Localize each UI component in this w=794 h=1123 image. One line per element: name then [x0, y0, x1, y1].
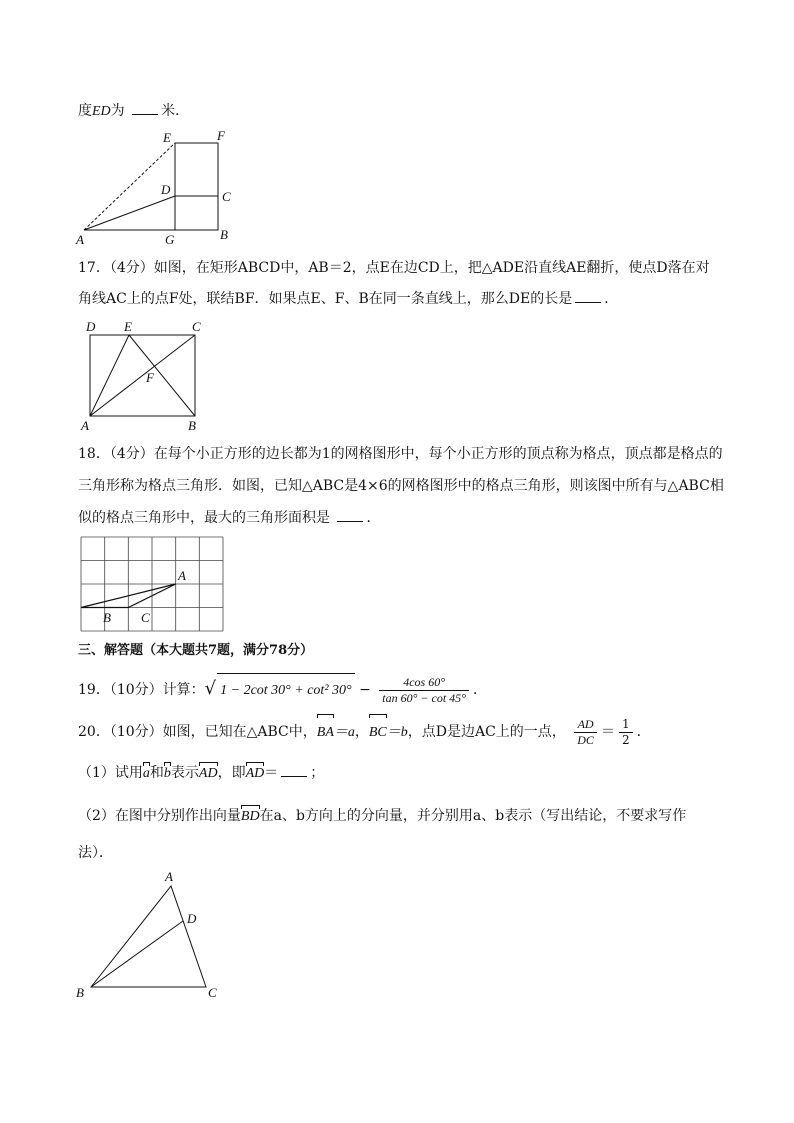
diagonal-ac [90, 335, 195, 416]
label-b: B [188, 418, 196, 433]
q19-fraction: $\frac{4\cos 60^\circ}{\tan 60^\circ - \cot 45^\circ}$ [379, 675, 469, 706]
q19-text: 19．（10分）计算：√ 1 − 2cot 30° + cot² 30° − $\frac{4\cos 60^\circ}{\tan 60^\circ - \cot 45^\circ}$ ． [78, 672, 487, 708]
answer-blank-18[interactable] [337, 508, 363, 522]
segment-bd [91, 921, 183, 987]
q20-part-2-line-2: 法）． [78, 845, 113, 861]
label-c: C [208, 985, 217, 1000]
label-c: C [141, 610, 150, 625]
label-g: G [165, 232, 175, 247]
section-3-heading: 三、解答题（本大题共7题，满分78分） [78, 643, 314, 658]
answer-blank-20-1[interactable] [281, 763, 307, 777]
label-c: C [222, 189, 231, 204]
q18-line-1: 18．（4分）在每个小正方形的边长都为1的网格图形中，每个小正方形的顶点称为格点，顶点都是格点的 [78, 446, 723, 462]
q20-text: 20．（10分）如图，已知在△ABC中，BA＝a，BC＝b，点D是边AC上的一点， $\frac{AD}{DC}$ ＝ $\frac{1}{2}$ ． [78, 715, 651, 750]
label-e: E [163, 130, 171, 145]
triangle-abc [91, 886, 206, 987]
label-f: F [146, 370, 154, 385]
rect-efbg [175, 143, 218, 230]
q20-part-2-line-1: （2）在图中分别作出向量BD在a、b方向上的分向量，并分别用a、b表示（写出结论，不要求写作 [78, 806, 686, 827]
figure-20 [72, 868, 232, 1004]
segment-ae [90, 335, 129, 416]
q18-line-2: 三角形称为格点三角形．如图，已知△ABC是4×6的网格图形中的格点三角形，则该图中所有与△ABC相 [78, 478, 724, 494]
label-b: B [103, 610, 111, 625]
ad-dc-fraction: $\frac{AD}{DC}$ [574, 717, 597, 748]
label-a: A [165, 869, 173, 884]
answer-blank-17[interactable] [575, 289, 601, 303]
segment-eb [129, 335, 195, 416]
label-b: B [76, 985, 84, 1000]
q18-line-3: 似的格点三角形中，最大的三角形面积是 ． [78, 510, 381, 526]
label-d: D [86, 319, 96, 334]
label-b: B [220, 227, 228, 242]
sqrt-sign: √ [204, 678, 217, 699]
label-f: F [217, 128, 225, 143]
one-half-fraction: $\frac{1}{2}$ [619, 717, 633, 748]
q17-line-2: 角线AC上的点F处，联结BF．如果点E、F、B在同一条直线上，那么DE的长是 ． [78, 291, 619, 307]
label-a: A [81, 418, 89, 433]
q16-tail-text: 度ED为 米． [78, 103, 190, 119]
figure-17 [78, 316, 208, 434]
figure-16 [74, 126, 244, 248]
answer-blank-16[interactable] [132, 101, 158, 115]
label-c: C [192, 319, 201, 334]
label-a: A [178, 568, 186, 583]
label-d: D [187, 911, 197, 926]
label-a: A [76, 232, 84, 247]
label-d: D [161, 182, 171, 197]
figure-18-grid [80, 536, 226, 634]
label-e: E [124, 319, 132, 334]
segment-ad [84, 196, 175, 230]
q20-part-1: （1）试用a和b表示AD，即AD＝ ； [78, 763, 324, 784]
q17-line-1: 17．（4分）如图，在矩形ABCD中，AB＝2，点E在边CD上，把△ADE沿直线AE翻折，使点D落在对 [78, 260, 710, 276]
